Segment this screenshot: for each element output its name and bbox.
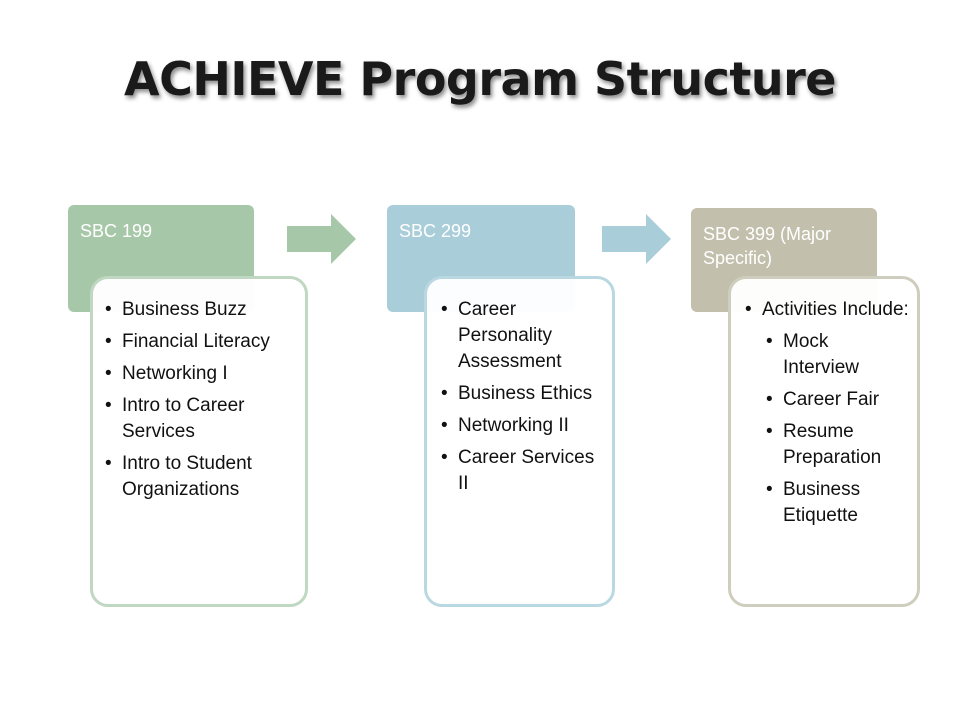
list-item: • Business Etiquette [745,477,909,529]
list-item: • Career Personality Assessment [441,297,604,375]
step-content-sbc-299 [424,276,615,607]
list-item: • Mock Interview [745,329,909,381]
list-item: • Intro to Career Services [105,393,295,445]
step-header-label: SBC 399 (Major Specific) [703,224,832,268]
list-item: • Career Fair [745,387,909,413]
list-item: • Intro to Student Organizations [105,451,295,503]
list-item: • Business Ethics [441,381,604,407]
list-item: • Networking I [105,361,295,387]
step-content-sbc-399 [728,276,920,607]
list-item: • Resume Preparation [745,419,909,471]
list-item: • Financial Literacy [105,329,295,355]
right-arrow-icon [602,214,672,264]
step-content-sbc-199 [90,276,308,607]
page-title: ACHIEVE Program Structure [124,52,836,106]
list-item: • Networking II [441,413,604,439]
arrow-shape [602,214,671,264]
step-item-list [441,297,604,497]
list-item: • Career Services II [441,445,604,497]
step-item-list [105,297,295,503]
list-item: • Business Buzz [105,297,295,323]
step-header-label: SBC 199 [80,221,153,241]
arrow-shape [287,214,356,264]
step-header-label: SBC 299 [399,221,472,241]
list-item-intro: • Activities Include: [745,297,909,323]
right-arrow-icon [287,214,357,264]
step-item-list [745,297,909,529]
